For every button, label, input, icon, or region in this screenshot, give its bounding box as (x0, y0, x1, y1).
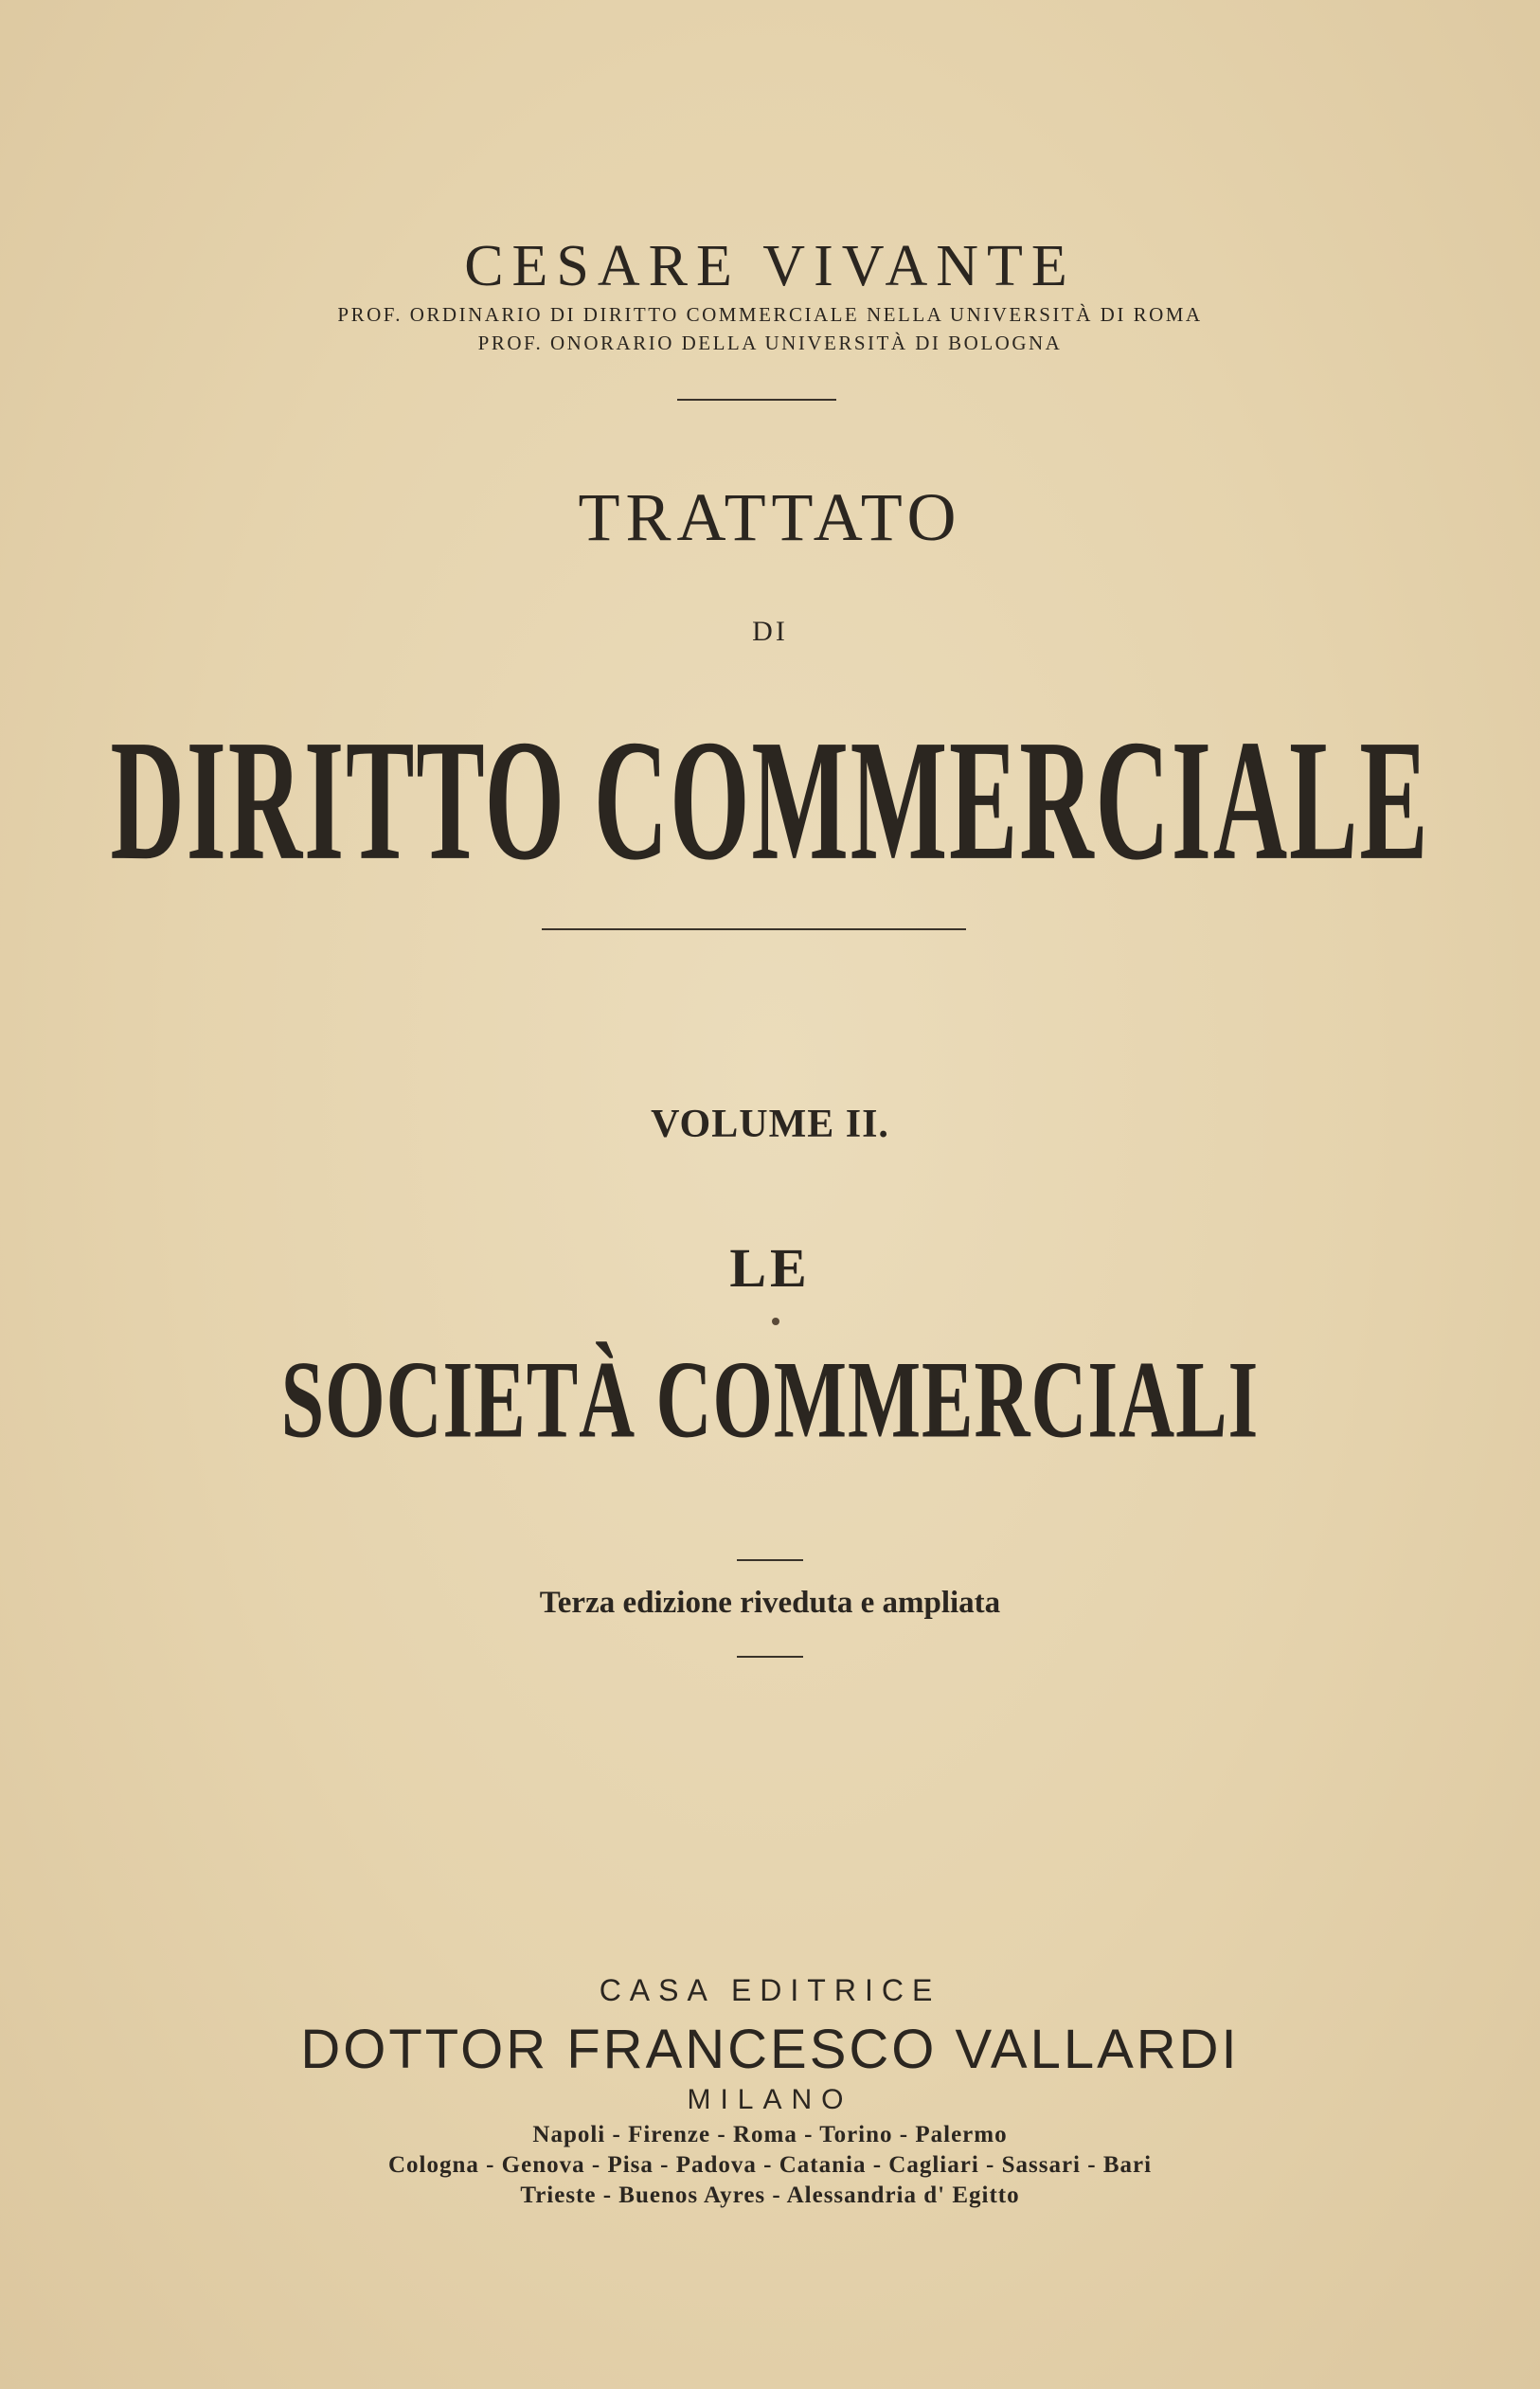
author-affiliation-bologna: PROF. ONORARIO DELLA UNIVERSITÀ DI BOLOGNA (477, 332, 1063, 354)
volume-label: VOLUME II. (651, 1103, 889, 1146)
publisher-city: MILANO (687, 2084, 853, 2115)
publisher-branches-line-3: Trieste - Buenos Ayres - Alessandria d' Egitto (520, 2182, 1020, 2208)
divider-rule (737, 1656, 803, 1658)
ink-speck (772, 1318, 779, 1325)
publisher-branches-line-1: Napoli - Firenze - Roma - Torino - Palermo (532, 2122, 1008, 2147)
work-title: DIRITTO COMMERCIALE (110, 704, 1430, 897)
volume-subtitle-le: LE (729, 1237, 811, 1299)
publisher-branches-line-2: Cologna - Genova - Pisa - Padova - Catania - Cagliari - Sassari - Bari (387, 2152, 1153, 2178)
author-name: CESARE VIVANTE (464, 234, 1076, 298)
publisher-house-label: CASA EDITRICE (599, 1973, 941, 2007)
publisher-name: DOTTOR FRANCESCO VALLARDI (300, 2019, 1240, 2080)
edition-note: Terza edizione riveduta e ampliata (539, 1586, 1001, 1620)
volume-subtitle: SOCIETÀ COMMERCIALI (280, 1338, 1260, 1462)
work-connector: DI (752, 616, 788, 647)
work-heading: TRATTATO (578, 479, 962, 555)
author-affiliation-rome: PROF. ORDINARIO DI DIRITTO COMMERCIALE NELLA UNIVERSITÀ DI ROMA (337, 303, 1203, 326)
divider-rule (542, 928, 966, 930)
divider-rule (677, 399, 836, 401)
divider-rule (737, 1559, 803, 1561)
